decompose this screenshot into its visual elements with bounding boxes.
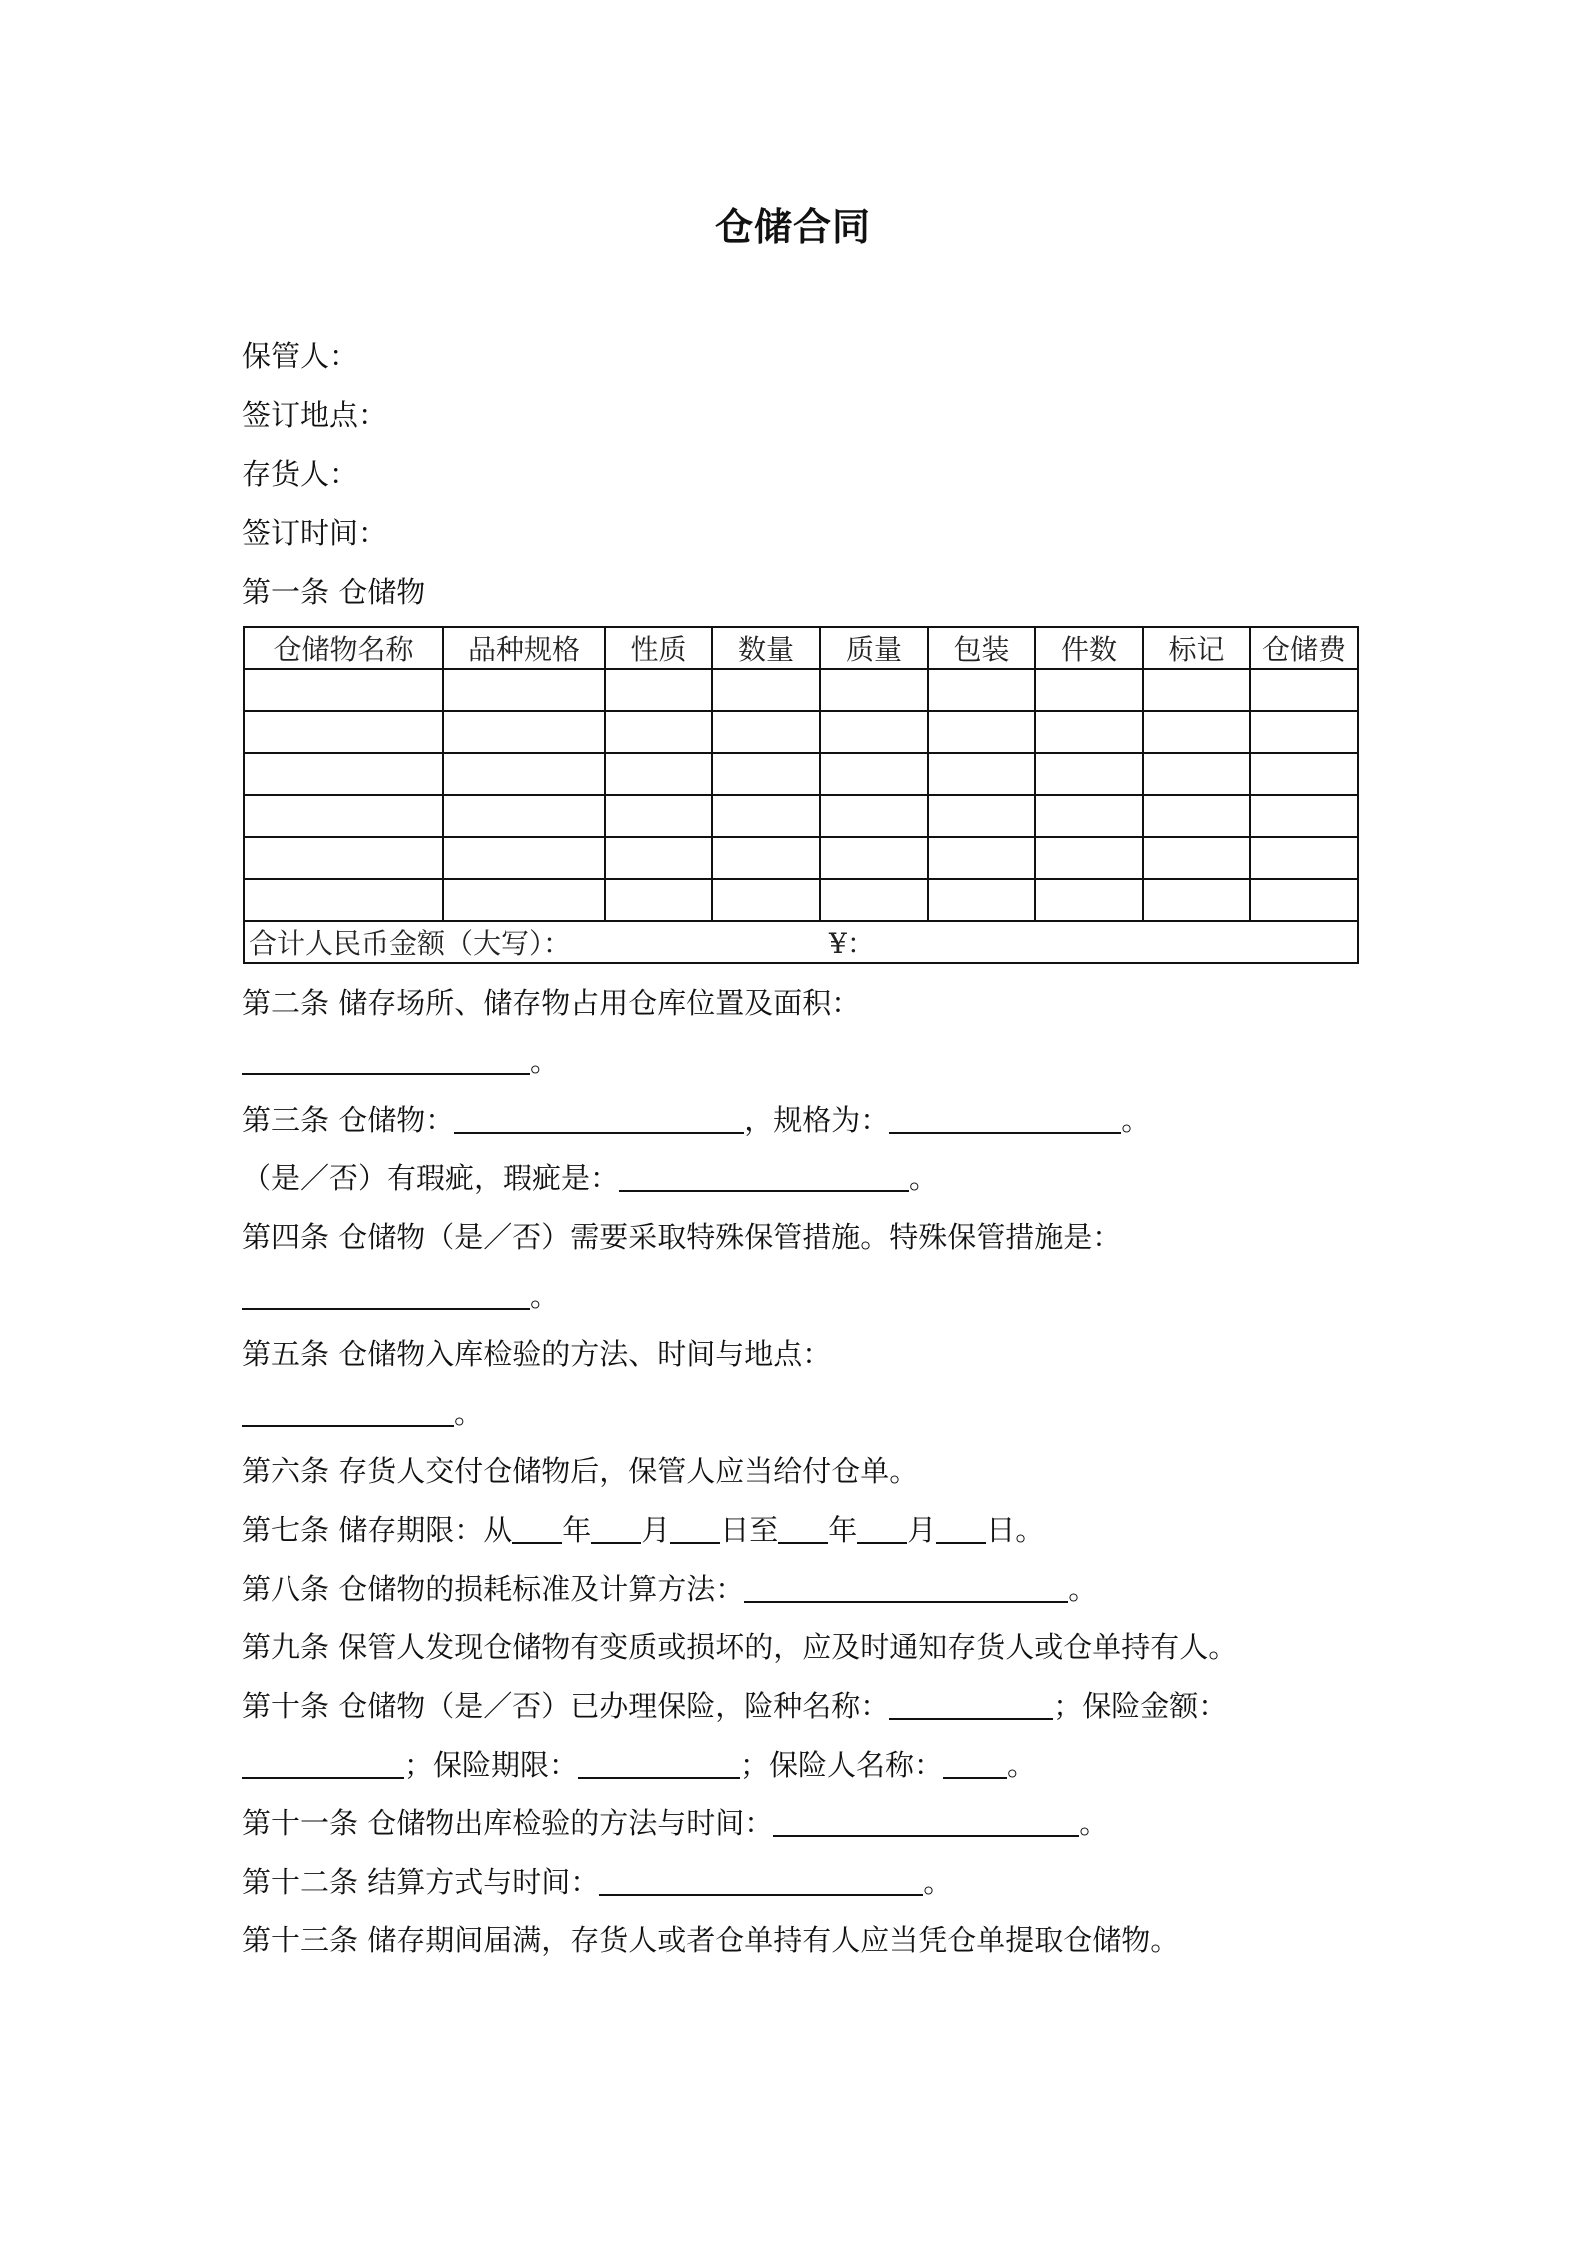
article-9: 第九条 保管人发现仓储物有变质或损坏的，应及时通知存货人或仓单持有人。 bbox=[242, 1630, 1238, 1664]
article-1-heading: 第一条 仓储物 bbox=[242, 575, 426, 609]
table-cell bbox=[1035, 837, 1143, 879]
table-cell bbox=[443, 753, 605, 795]
table-cell bbox=[1143, 837, 1250, 879]
table-cell bbox=[820, 711, 928, 753]
total-symbol: ¥： bbox=[829, 927, 875, 960]
article-2-blank: 。 bbox=[242, 1041, 559, 1081]
table-cell bbox=[605, 669, 712, 711]
column-header: 质量 bbox=[820, 627, 928, 669]
table-cell bbox=[244, 669, 443, 711]
article-11: 第十一条 仓储物出库检验的方法与时间： 。 bbox=[242, 1806, 1109, 1840]
article-10: 第十条 仓储物（是／否）已办理保险，险种名称： ；保险金额： bbox=[242, 1689, 1228, 1723]
blank-line bbox=[242, 1749, 404, 1779]
table-header-row bbox=[244, 627, 1358, 669]
table-cell bbox=[605, 753, 712, 795]
table-cell bbox=[1250, 753, 1358, 795]
table-cell bbox=[928, 795, 1035, 837]
table-cell bbox=[244, 795, 443, 837]
blank-line bbox=[454, 1104, 744, 1134]
table-cell bbox=[928, 879, 1035, 921]
blank-line bbox=[619, 1162, 909, 1192]
total-cell bbox=[244, 921, 1358, 963]
blank-line bbox=[599, 1866, 923, 1896]
blank-line bbox=[242, 1045, 530, 1075]
table-cell bbox=[1250, 879, 1358, 921]
table-cell bbox=[712, 753, 820, 795]
table-cell bbox=[928, 837, 1035, 879]
table-cell bbox=[605, 837, 712, 879]
table-row bbox=[244, 669, 1358, 711]
blank-line bbox=[744, 1573, 1068, 1603]
table-row bbox=[244, 753, 1358, 795]
column-header: 仓储费 bbox=[1250, 627, 1358, 669]
table-cell bbox=[244, 879, 443, 921]
blank-line bbox=[242, 1280, 530, 1310]
article-3: 第三条 仓储物： ，规格为： 。 bbox=[242, 1103, 1151, 1137]
depositor-field: 存货人： bbox=[242, 457, 359, 491]
signing-place-field: 签订地点： bbox=[242, 398, 388, 432]
table-cell bbox=[928, 669, 1035, 711]
article-5: 第五条 仓储物入库检验的方法、时间与地点： bbox=[242, 1337, 832, 1371]
article-3-defect: （是／否）有瑕疵，瑕疵是： 。 bbox=[242, 1161, 939, 1195]
table-cell bbox=[820, 837, 928, 879]
table-cell bbox=[820, 795, 928, 837]
table-cell bbox=[712, 837, 820, 879]
blank-line bbox=[857, 1514, 907, 1544]
article-2: 第二条 储存场所、储存物占用仓库位置及面积： bbox=[242, 986, 861, 1020]
table-cell bbox=[244, 711, 443, 753]
column-header: 品种规格 bbox=[443, 627, 605, 669]
table-cell bbox=[1035, 711, 1143, 753]
table-cell bbox=[605, 879, 712, 921]
blank-line bbox=[512, 1514, 562, 1544]
table-row bbox=[244, 711, 1358, 753]
table-cell bbox=[443, 711, 605, 753]
document-title: 仓储合同 bbox=[714, 205, 871, 249]
column-header: 性质 bbox=[605, 627, 712, 669]
goods-table bbox=[243, 626, 1359, 964]
table-row bbox=[244, 879, 1358, 921]
article-4: 第四条 仓储物（是／否）需要采取特殊保管措施。特殊保管措施是： bbox=[242, 1220, 1122, 1254]
table-cell bbox=[1035, 879, 1143, 921]
table-cell bbox=[1035, 795, 1143, 837]
column-header: 标记 bbox=[1143, 627, 1250, 669]
table-cell bbox=[928, 753, 1035, 795]
table-cell bbox=[1035, 669, 1143, 711]
blank-line bbox=[778, 1514, 828, 1544]
table-cell bbox=[712, 669, 820, 711]
article-8: 第八条 仓储物的损耗标准及计算方法： 。 bbox=[242, 1572, 1098, 1606]
blank-line bbox=[591, 1514, 641, 1544]
table-cell bbox=[712, 795, 820, 837]
blank-line bbox=[242, 1397, 454, 1427]
article-10-continued: ；保险期限： ；保险人名称： 。 bbox=[242, 1745, 1036, 1785]
table-cell bbox=[1250, 711, 1358, 753]
table-cell bbox=[443, 795, 605, 837]
table-cell bbox=[443, 879, 605, 921]
table-cell bbox=[605, 795, 712, 837]
table-cell bbox=[928, 711, 1035, 753]
table-cell bbox=[1143, 753, 1250, 795]
blank-line bbox=[670, 1514, 720, 1544]
table-cell bbox=[443, 669, 605, 711]
table-cell bbox=[1143, 669, 1250, 711]
table-cell bbox=[443, 837, 605, 879]
blank-line bbox=[889, 1104, 1121, 1134]
table-row bbox=[244, 795, 1358, 837]
article-6: 第六条 存货人交付仓储物后，保管人应当给付仓单。 bbox=[242, 1454, 919, 1488]
custodian-field: 保管人： bbox=[242, 339, 359, 373]
table-cell bbox=[712, 879, 820, 921]
blank-line bbox=[889, 1690, 1053, 1720]
total-label: 合计人民币金额（大写）： bbox=[249, 927, 572, 960]
table-cell bbox=[1250, 795, 1358, 837]
table-cell bbox=[820, 669, 928, 711]
column-header: 件数 bbox=[1035, 627, 1143, 669]
article-12: 第十二条 结算方式与时间： 。 bbox=[242, 1865, 953, 1899]
table-cell bbox=[712, 711, 820, 753]
article-4-blank: 。 bbox=[242, 1276, 559, 1316]
table-cell bbox=[605, 711, 712, 753]
table-cell bbox=[244, 837, 443, 879]
table-total-row bbox=[244, 921, 1358, 963]
column-header: 仓储物名称 bbox=[244, 627, 443, 669]
table-cell bbox=[1143, 711, 1250, 753]
table-cell bbox=[1250, 669, 1358, 711]
article-13: 第十三条 储存期间届满，存货人或者仓单持有人应当凭仓单提取仓储物。 bbox=[242, 1923, 1180, 1957]
table-cell bbox=[820, 753, 928, 795]
article-5-blank: 。 bbox=[242, 1393, 483, 1433]
blank-line bbox=[936, 1514, 986, 1544]
table-cell bbox=[820, 879, 928, 921]
article-7: 第七条 储存期限：从 年 月 日至 年 月 日。 bbox=[242, 1513, 1045, 1547]
table-cell bbox=[1143, 879, 1250, 921]
table-cell bbox=[1143, 795, 1250, 837]
table-row bbox=[244, 837, 1358, 879]
blank-line bbox=[578, 1749, 740, 1779]
signing-time-field: 签订时间： bbox=[242, 516, 388, 550]
table-cell bbox=[1035, 753, 1143, 795]
blank-line bbox=[943, 1749, 1007, 1779]
column-header: 数量 bbox=[712, 627, 820, 669]
table-cell bbox=[244, 753, 443, 795]
table-cell bbox=[1250, 837, 1358, 879]
column-header: 包装 bbox=[928, 627, 1035, 669]
blank-line bbox=[773, 1807, 1079, 1837]
